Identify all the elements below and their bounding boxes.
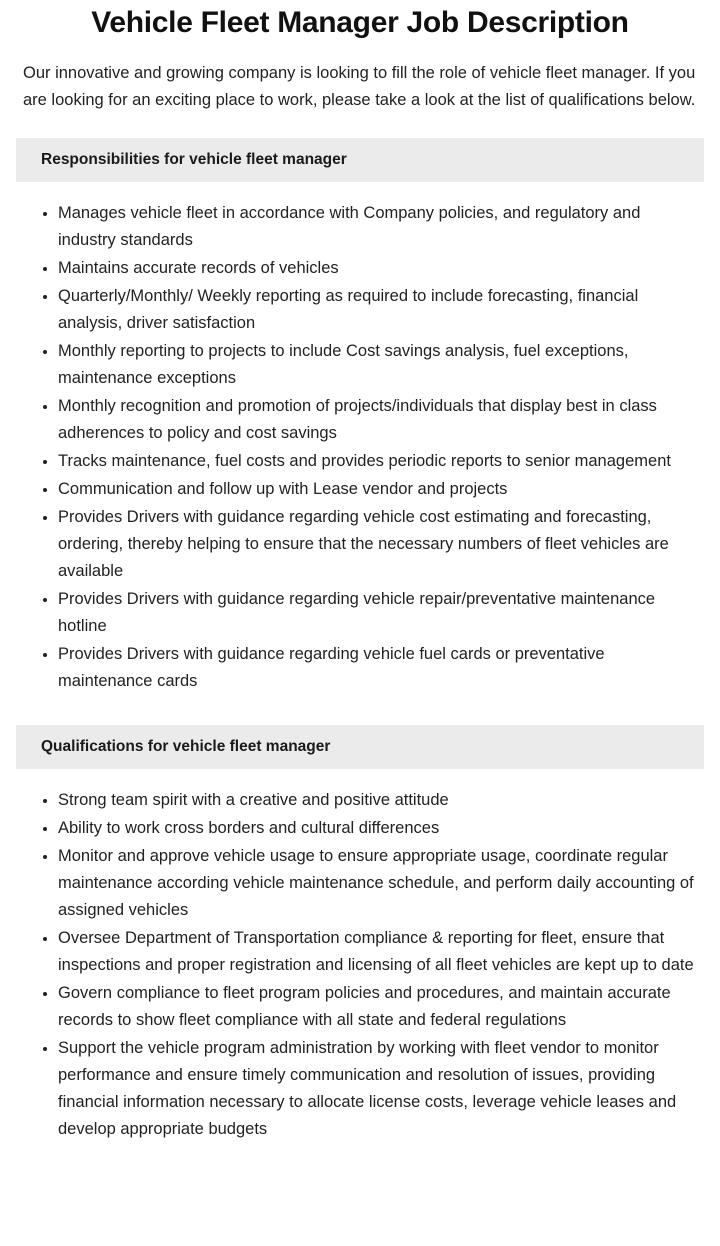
list-item: Govern compliance to fleet program policies and procedures, and maintain accurate records to show fleet compliance with all state and federal regulations <box>0 980 698 1034</box>
section-qualifications <box>0 725 720 1184</box>
section-header-qualifications <box>16 725 704 769</box>
qualifications-list <box>0 787 720 1184</box>
list-item: Ability to work cross borders and cultural differences <box>0 815 698 842</box>
section-responsibilities <box>0 138 720 695</box>
section-heading-label: Responsibilities for vehicle fleet manager <box>41 151 347 168</box>
section-header-responsibilities <box>16 138 704 182</box>
list-item: Quarterly/Monthly/ Weekly reporting as required to include forecasting, financial analysis, driver satisfaction <box>0 283 698 337</box>
responsibilities-list <box>0 200 720 695</box>
list-item: Provides Drivers with guidance regarding vehicle cost estimating and forecasting, ordering, thereby helping to ensure that the necessary numbers of fleet vehicles are available <box>0 504 698 585</box>
list-item: Monthly recognition and promotion of projects/individuals that display best in class adherences to policy and cost savings <box>0 393 698 447</box>
list-item: Monthly reporting to projects to include Cost savings analysis, fuel exceptions, maintenance exceptions <box>0 338 698 392</box>
section-heading-label: Qualifications for vehicle fleet manager <box>41 738 331 755</box>
page-title: Vehicle Fleet Manager Job Description <box>91 6 629 39</box>
list-item: Strong team spirit with a creative and positive attitude <box>0 787 698 814</box>
list-item: Communication and follow up with Lease vendor and projects <box>0 476 698 503</box>
list-item: Provides Drivers with guidance regarding vehicle repair/preventative maintenance hotline <box>0 586 698 640</box>
list-item: Manages vehicle fleet in accordance with Company policies, and regulatory and industry standards <box>0 200 698 254</box>
list-item: Support the vehicle program administration by working with fleet vendor to monitor performance and ensure timely communication and resolution of issues, providing financial information necessary to allocate license costs, leverage vehicle leases and develop appropriate budgets <box>0 1035 698 1143</box>
intro-paragraph: Our innovative and growing company is looking to fill the role of vehicle fleet manager. If you are looking for an exciting place to work, please take a look at the list of qualifications below. <box>23 64 696 109</box>
list-item: Tracks maintenance, fuel costs and provides periodic reports to senior management <box>0 448 698 475</box>
list-item: Monitor and approve vehicle usage to ensure appropriate usage, coordinate regular maintenance according vehicle maintenance schedule, and perform daily accounting of assigned vehicles <box>0 843 698 924</box>
list-item: Provides Drivers with guidance regarding vehicle fuel cards or preventative maintenance cards <box>0 641 698 695</box>
list-item: Maintains accurate records of vehicles <box>0 255 698 282</box>
list-item: Oversee Department of Transportation compliance & reporting for fleet, ensure that inspections and proper registration and licensing of all fleet vehicles are kept up to date <box>0 925 698 979</box>
